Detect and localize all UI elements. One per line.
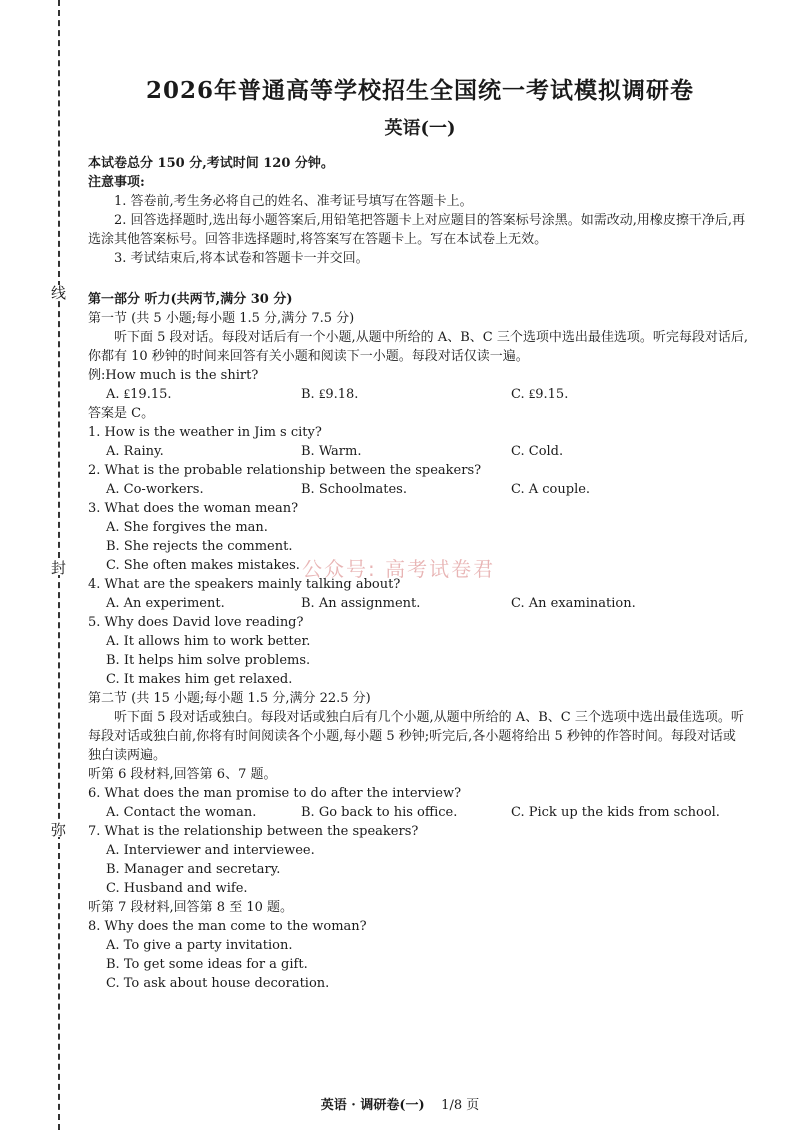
option: C. A couple. <box>511 482 591 497</box>
question-1: 1. How is the weather in Jim s city? <box>88 425 322 440</box>
option: A. An experiment. <box>106 596 225 611</box>
option: C. Husband and wife. <box>106 881 248 896</box>
question-7: 7. What is the relationship between the speakers? <box>88 824 419 839</box>
option: B. To get some ideas for a gift. <box>106 957 308 972</box>
option: A. To give a party invitation. <box>106 938 293 953</box>
section2-instructions: 听下面 5 段对话或独白。每段对话或独白后有几个小题,从题中所给的 A、B、C 三个选项中选出最佳选项。听每段对话或独白前,你将有时间阅读各个小题,每小题 5 秒钟;听完后,各小题将给出 5 秒钟的作答时间。每段对话或独白读两遍。 <box>88 710 744 763</box>
question-3: 3. What does the woman mean? <box>88 501 299 516</box>
option: C. ₤9.15. <box>511 387 569 402</box>
page-footer <box>0 1094 800 1113</box>
option: A. She forgives the man. <box>106 520 268 535</box>
question-4-options <box>88 594 748 613</box>
option: B. Warm. <box>301 444 362 459</box>
option: C. It makes him get relaxed. <box>106 672 293 687</box>
option: C. An examination. <box>511 596 636 611</box>
option: B. Manager and secretary. <box>106 862 281 877</box>
question-1-options <box>88 442 748 461</box>
question-6-options <box>88 803 748 822</box>
option: B. ₤9.18. <box>301 387 359 402</box>
notice-item-1: 1. 答卷前,考生务必将自己的姓名、准考证号填写在答题卡上。 <box>114 194 473 209</box>
footer-label: 英语 · 调研卷(一) <box>320 1098 425 1113</box>
notice-item-2: 2. 回答选择题时,选出每小题答案后,用铅笔把答题卡上对应题目的答案标号涂黑。如需改动,用橡皮擦干净后,再选涂其他答案标号。回答非选择题时,将答案写在答题卡上。写在本试卷上无效。 <box>88 213 746 247</box>
option: B. Schoolmates. <box>301 482 407 497</box>
exam-subtitle: 英语(一) <box>384 118 456 139</box>
option: A. ₤19.15. <box>106 387 172 402</box>
page-number: 1/8 页 <box>441 1098 480 1113</box>
option: B. She rejects the comment. <box>106 539 293 554</box>
question-2: 2. What is the probable relationship between the speakers? <box>88 463 482 478</box>
binding-mark-seal: 封 <box>49 560 67 575</box>
example-options <box>88 385 748 404</box>
question-6: 6. What does the man promise to do after the interview? <box>88 786 462 801</box>
option: B. Go back to his office. <box>301 805 458 820</box>
option: B. It helps him solve problems. <box>106 653 311 668</box>
option: C. Pick up the kids from school. <box>511 805 720 820</box>
section2-title: 第二节 (共 15 小题;每小题 1.5 分,满分 22.5 分) <box>88 691 371 706</box>
question-4: 4. What are the speakers mainly talking about? <box>88 577 401 592</box>
option: A. It allows him to work better. <box>106 634 311 649</box>
example-question: 例:How much is the shirt? <box>88 368 259 383</box>
option: A. Co-workers. <box>106 482 204 497</box>
binding-mark-line: 线 <box>49 285 67 300</box>
example-answer: 答案是 C。 <box>88 406 155 421</box>
exam-title: 2026年普通高等学校招生全国统一考试模拟调研卷 <box>145 77 694 104</box>
notice-item-3: 3. 考试结束后,将本试卷和答题卡一并交回。 <box>114 251 369 266</box>
section1-title: 第一节 (共 5 小题;每小题 1.5 分,满分 7.5 分) <box>88 311 355 326</box>
option: C. She often makes mistakes. <box>106 558 300 573</box>
question-8: 8. Why does the man come to the woman? <box>88 919 367 934</box>
binding-mark-close: 弥 <box>49 822 67 837</box>
score-line: 本试卷总分 150 分,考试时间 120 分钟。 <box>88 156 334 171</box>
material-6-heading: 听第 6 段材料,回答第 6、7 题。 <box>88 767 277 782</box>
binding-line <box>0 0 70 1130</box>
material-7-heading: 听第 7 段材料,回答第 8 至 10 题。 <box>88 900 294 915</box>
question-5: 5. Why does David love reading? <box>88 615 304 630</box>
notice-title: 注意事项: <box>88 175 145 190</box>
part1-title: 第一部分 听力(共两节,满分 30 分) <box>88 292 293 307</box>
section1-instructions: 听下面 5 段对话。每段对话后有一个小题,从题中所给的 A、B、C 三个选项中选出最佳选项。听完每段对话后,你都有 10 秒钟的时间来回答有关小题和阅读下一小题。每段对话仅读一遍。 <box>88 330 748 364</box>
option: C. To ask about house decoration. <box>106 976 330 991</box>
watermark: 公众号: 高考试卷君 <box>302 557 496 581</box>
option: A. Contact the woman. <box>106 805 257 820</box>
question-2-options <box>88 480 748 499</box>
option: A. Rainy. <box>106 444 164 459</box>
option: C. Cold. <box>511 444 564 459</box>
option: B. An assignment. <box>301 596 421 611</box>
option: A. Interviewer and interviewee. <box>106 843 315 858</box>
